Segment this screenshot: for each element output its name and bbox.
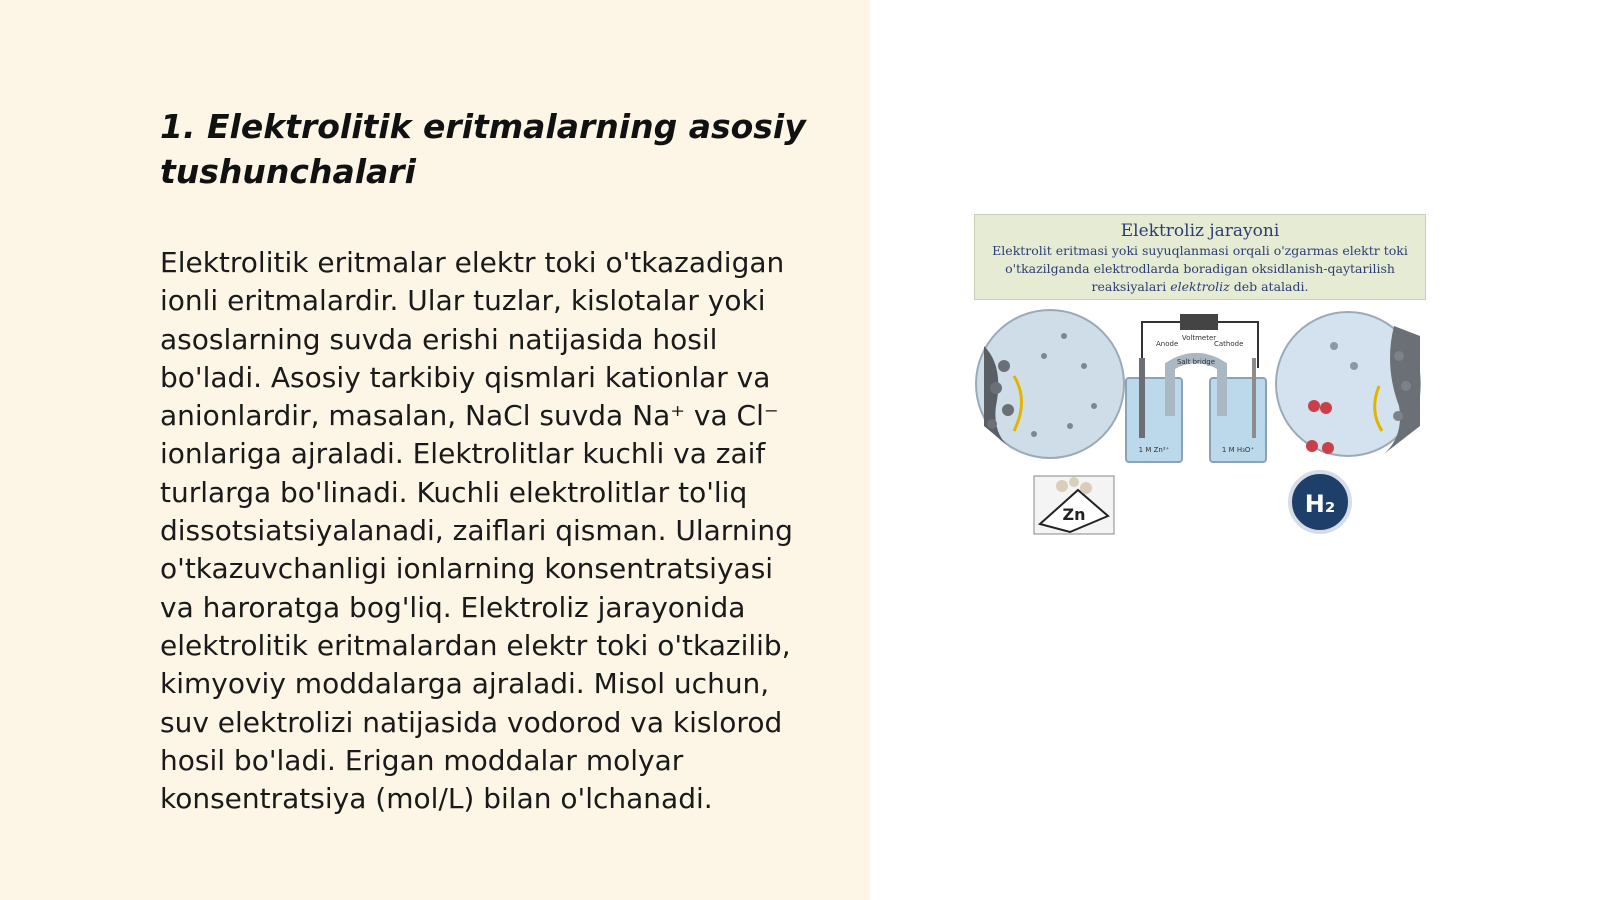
h3o-electrolyte-label: 1 M H₃O⁺	[1221, 446, 1255, 454]
cathode-label: Cathode	[1214, 340, 1244, 348]
figure-caption-line2: o'tkazilganda elektrodlarda boradigan oksidlanish-qaytarilish	[1005, 261, 1395, 276]
slide-body-text: Elektrolitik eritmalar elektr toki o'tkazadigan ionli eritmalardir. Ular tuzlar, kislotalar yoki asoslarning suvda erishi natijasida hosil bo'ladi. Asosiy tarkibiy qismlari kationlar va anionlardir, masalan, NaCl suvda Na⁺ va Cl⁻ ionlariga ajraladi. Elektrolitlar kuchli va zaif turlarga bo'linadi. Kuchli elektrolitlar to'liq dissotsiatsiyalanadi, zaiflari qisman. Ularning o'tkazuvchanligi ionlarning konsentratsiyasi va haroratga bog'liq. Elektroliz jarayonida elektrolitik eritmalardan elektr toki o'tkazilib, kimyoviy moddalarga ajraladi. Misol uchun, suv elektrolizi natijasida vodorod va kislorod hosil bo'ladi. Erigan moddalar molyar konsentratsiya (mol/L) bilan o'lchanadi.	[160, 246, 793, 816]
figure-caption-line3-end: deb ataladi.	[1233, 279, 1309, 294]
figure-caption-italic: elektroliz	[1170, 279, 1230, 294]
figure-caption	[975, 242, 1425, 296]
cathode-zoom-circle	[1276, 312, 1420, 456]
figure-caption-line1: Elektrolit eritmasi yoki suyuqlanmasi orqali o'zgarmas elektr toki	[992, 243, 1408, 258]
anode-label: Anode	[1156, 340, 1179, 348]
figure-title: Elektroliz jarayoni	[1120, 221, 1280, 241]
zn-electrolyte-label: 1 M Zn²⁺	[1138, 446, 1170, 454]
slide-title: 1. Elektrolitik eritmalarning asosiy tushunchalari	[160, 107, 806, 191]
voltmeter-icon	[1180, 314, 1218, 330]
zinc-sign-label: Zn	[1062, 505, 1086, 524]
salt-bridge-label: Salt bridge	[1176, 358, 1216, 366]
h2-badge-label: H₂	[1304, 490, 1336, 518]
electrolysis-illustration	[974, 306, 1426, 550]
figure-caption-line3-start: reaksiyalari	[1091, 279, 1167, 294]
zinc-sample	[1034, 476, 1114, 534]
hydrogen-badge	[1290, 472, 1350, 532]
anode-zoom-circle	[976, 310, 1124, 458]
figure-header	[974, 214, 1426, 300]
electrolysis-figure	[974, 214, 1426, 550]
voltmeter-label: Voltmeter	[1181, 334, 1217, 342]
